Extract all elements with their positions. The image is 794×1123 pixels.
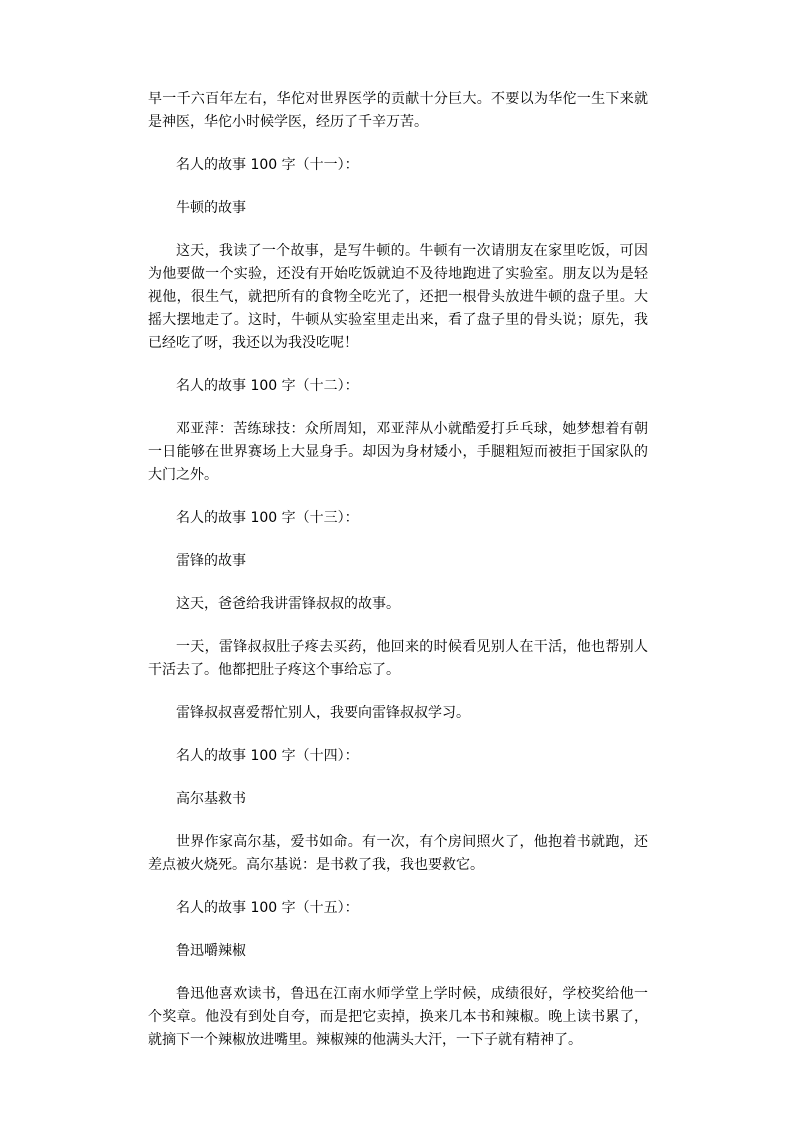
paragraph-leifeng-conclusion: 雷锋叔叔喜爱帮忙别人，我要向雷锋叔叔学习。 — [176, 705, 470, 721]
story-title-luxun: 鲁迅嚼辣椒 — [176, 943, 246, 959]
paragraph-leifeng-intro: 这天，爸爸给我讲雷锋叔叔的故事。 — [176, 596, 400, 612]
section-heading-11: 名人的故事 100 字（十一）： — [176, 157, 359, 173]
document-page — [148, 88, 648, 1072]
paragraph-leifeng-story: 一天，雷锋叔叔肚子疼去买药，他回来的时候看见别人在干活，他也帮别人干活去了。他都把肚子疼这个事给忘了。 — [148, 639, 648, 678]
section-heading-14: 名人的故事 100 字（十四）： — [176, 748, 359, 764]
section-heading-15: 名人的故事 100 字（十五）： — [176, 900, 359, 916]
story-title-leifeng: 雷锋的故事 — [176, 553, 246, 569]
paragraph-newton: 这天，我读了一个故事，是写牛顿的。牛顿有一次请朋友在家里吃饭，可因为他要做一个实验，还没有开始吃饭就迫不及待地跑进了实验室。朋友以为是轻视他，很生气，就把所有的食物全吃光了，还把一根骨头放进牛顿的盘子里。大摇大摆地走了。这时，牛顿从实验室里走出来，看了盘子里的骨头说；原先，我已经吃了呀，我还以为我没吃呢！ — [148, 243, 648, 351]
story-title-gorky: 高尔基救书 — [176, 791, 246, 807]
section-heading-12: 名人的故事 100 字（十二）： — [176, 378, 359, 394]
paragraph-huatuo-ending: 早一千六百年左右，华佗对世界医学的贡献十分巨大。不要以为华佗一生下来就是神医，华佗小时候学医，经历了千辛万苦。 — [148, 91, 648, 130]
paragraph-luxun: 鲁迅他喜欢读书，鲁迅在江南水师学堂上学时候，成绩很好，学校奖给他一个奖章。他没有到处自夸，而是把它卖掉，换来几本书和辣椒。晚上读书累了，就摘下一个辣椒放进嘴里。辣椒辣的他满头大汗，一下子就有精神了。 — [148, 986, 648, 1048]
story-title-newton: 牛顿的故事 — [176, 200, 246, 216]
paragraph-deng-yaping: 邓亚萍：苦练球技：众所周知，邓亚萍从小就酷爱打乒乓球，她梦想着有朝一日能够在世界赛场上大显身手。却因为身材矮小，手腿粗短而被拒于国家队的大门之外。 — [148, 421, 648, 483]
paragraph-gorky: 世界作家高尔基，爱书如命。有一次，有个房间照火了，他抱着书就跑，还差点被火烧死。高尔基说：是书救了我，我也要救它。 — [148, 834, 648, 873]
section-heading-13: 名人的故事 100 字（十三）： — [176, 510, 359, 526]
